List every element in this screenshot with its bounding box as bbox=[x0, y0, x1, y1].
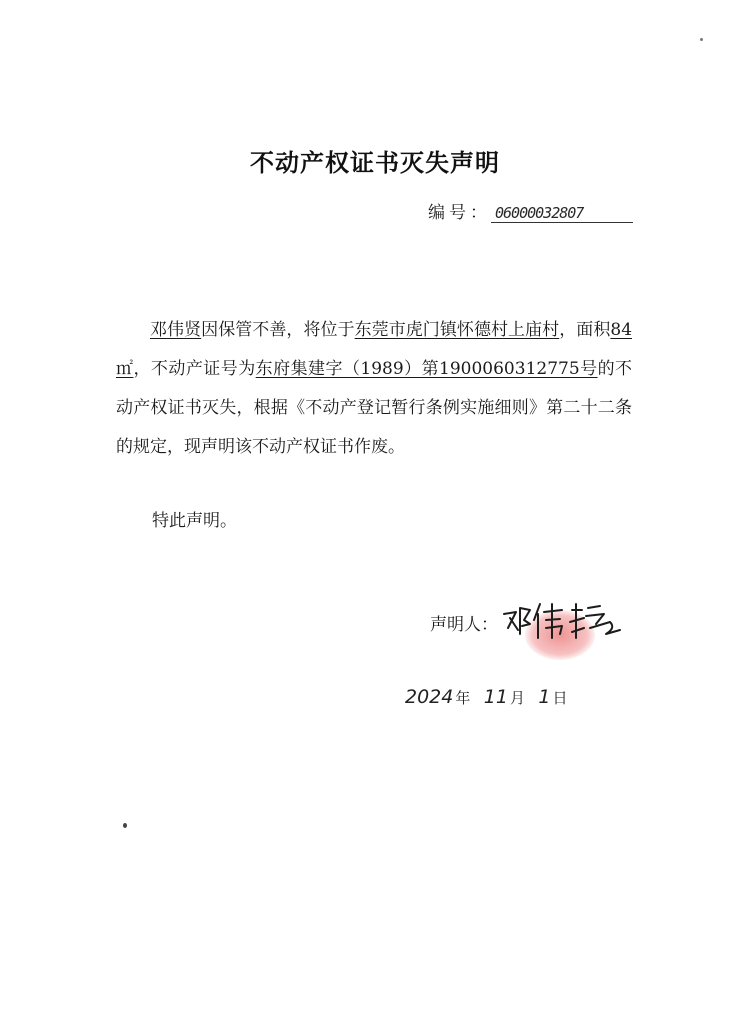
handwritten-signature bbox=[500, 594, 625, 644]
declarer-label: 声明人： bbox=[430, 615, 498, 635]
signature-text: 邓伟贤 bbox=[504, 640, 507, 641]
document-title: 不动产权证书灭失声明 bbox=[250, 149, 500, 177]
scan-speck bbox=[123, 823, 127, 828]
date-day: 1 bbox=[538, 686, 551, 708]
date-year: 2024 bbox=[405, 686, 454, 708]
serial-value: 06000032807 bbox=[491, 204, 633, 223]
serial-label: 编号： bbox=[428, 203, 491, 223]
owner-name: 邓伟贤 bbox=[150, 320, 202, 340]
property-location: 东莞市虎门镇怀德村上庙村 bbox=[354, 320, 560, 340]
scan-speck bbox=[700, 38, 703, 41]
closing-statement: 特此声明。 bbox=[152, 511, 237, 531]
serial-number bbox=[428, 198, 633, 223]
signing-date bbox=[405, 686, 576, 708]
date-month-unit: 月 bbox=[509, 689, 525, 707]
paragraph-text-2: ，面积 bbox=[559, 320, 611, 340]
declaration-body bbox=[116, 311, 632, 467]
date-month: 11 bbox=[483, 686, 508, 708]
property-area: 84 ㎡ bbox=[116, 320, 633, 379]
date-year-unit: 年 bbox=[455, 689, 471, 707]
date-day-unit: 日 bbox=[552, 689, 568, 707]
paragraph-text-4: 的不动产权证书灭失，根据《不动产登记暂行条例实施细则》第二十二条的规定，现声明该不动产权证书作废。 bbox=[116, 359, 633, 457]
paragraph-text-1: 因保管不善，将位于 bbox=[201, 320, 355, 340]
certificate-number: 东府集建字（1989）第1900060312775号 bbox=[255, 359, 598, 379]
declaration-paragraph bbox=[116, 311, 632, 467]
paragraph-text-3: ，不动产证号为 bbox=[133, 359, 256, 379]
